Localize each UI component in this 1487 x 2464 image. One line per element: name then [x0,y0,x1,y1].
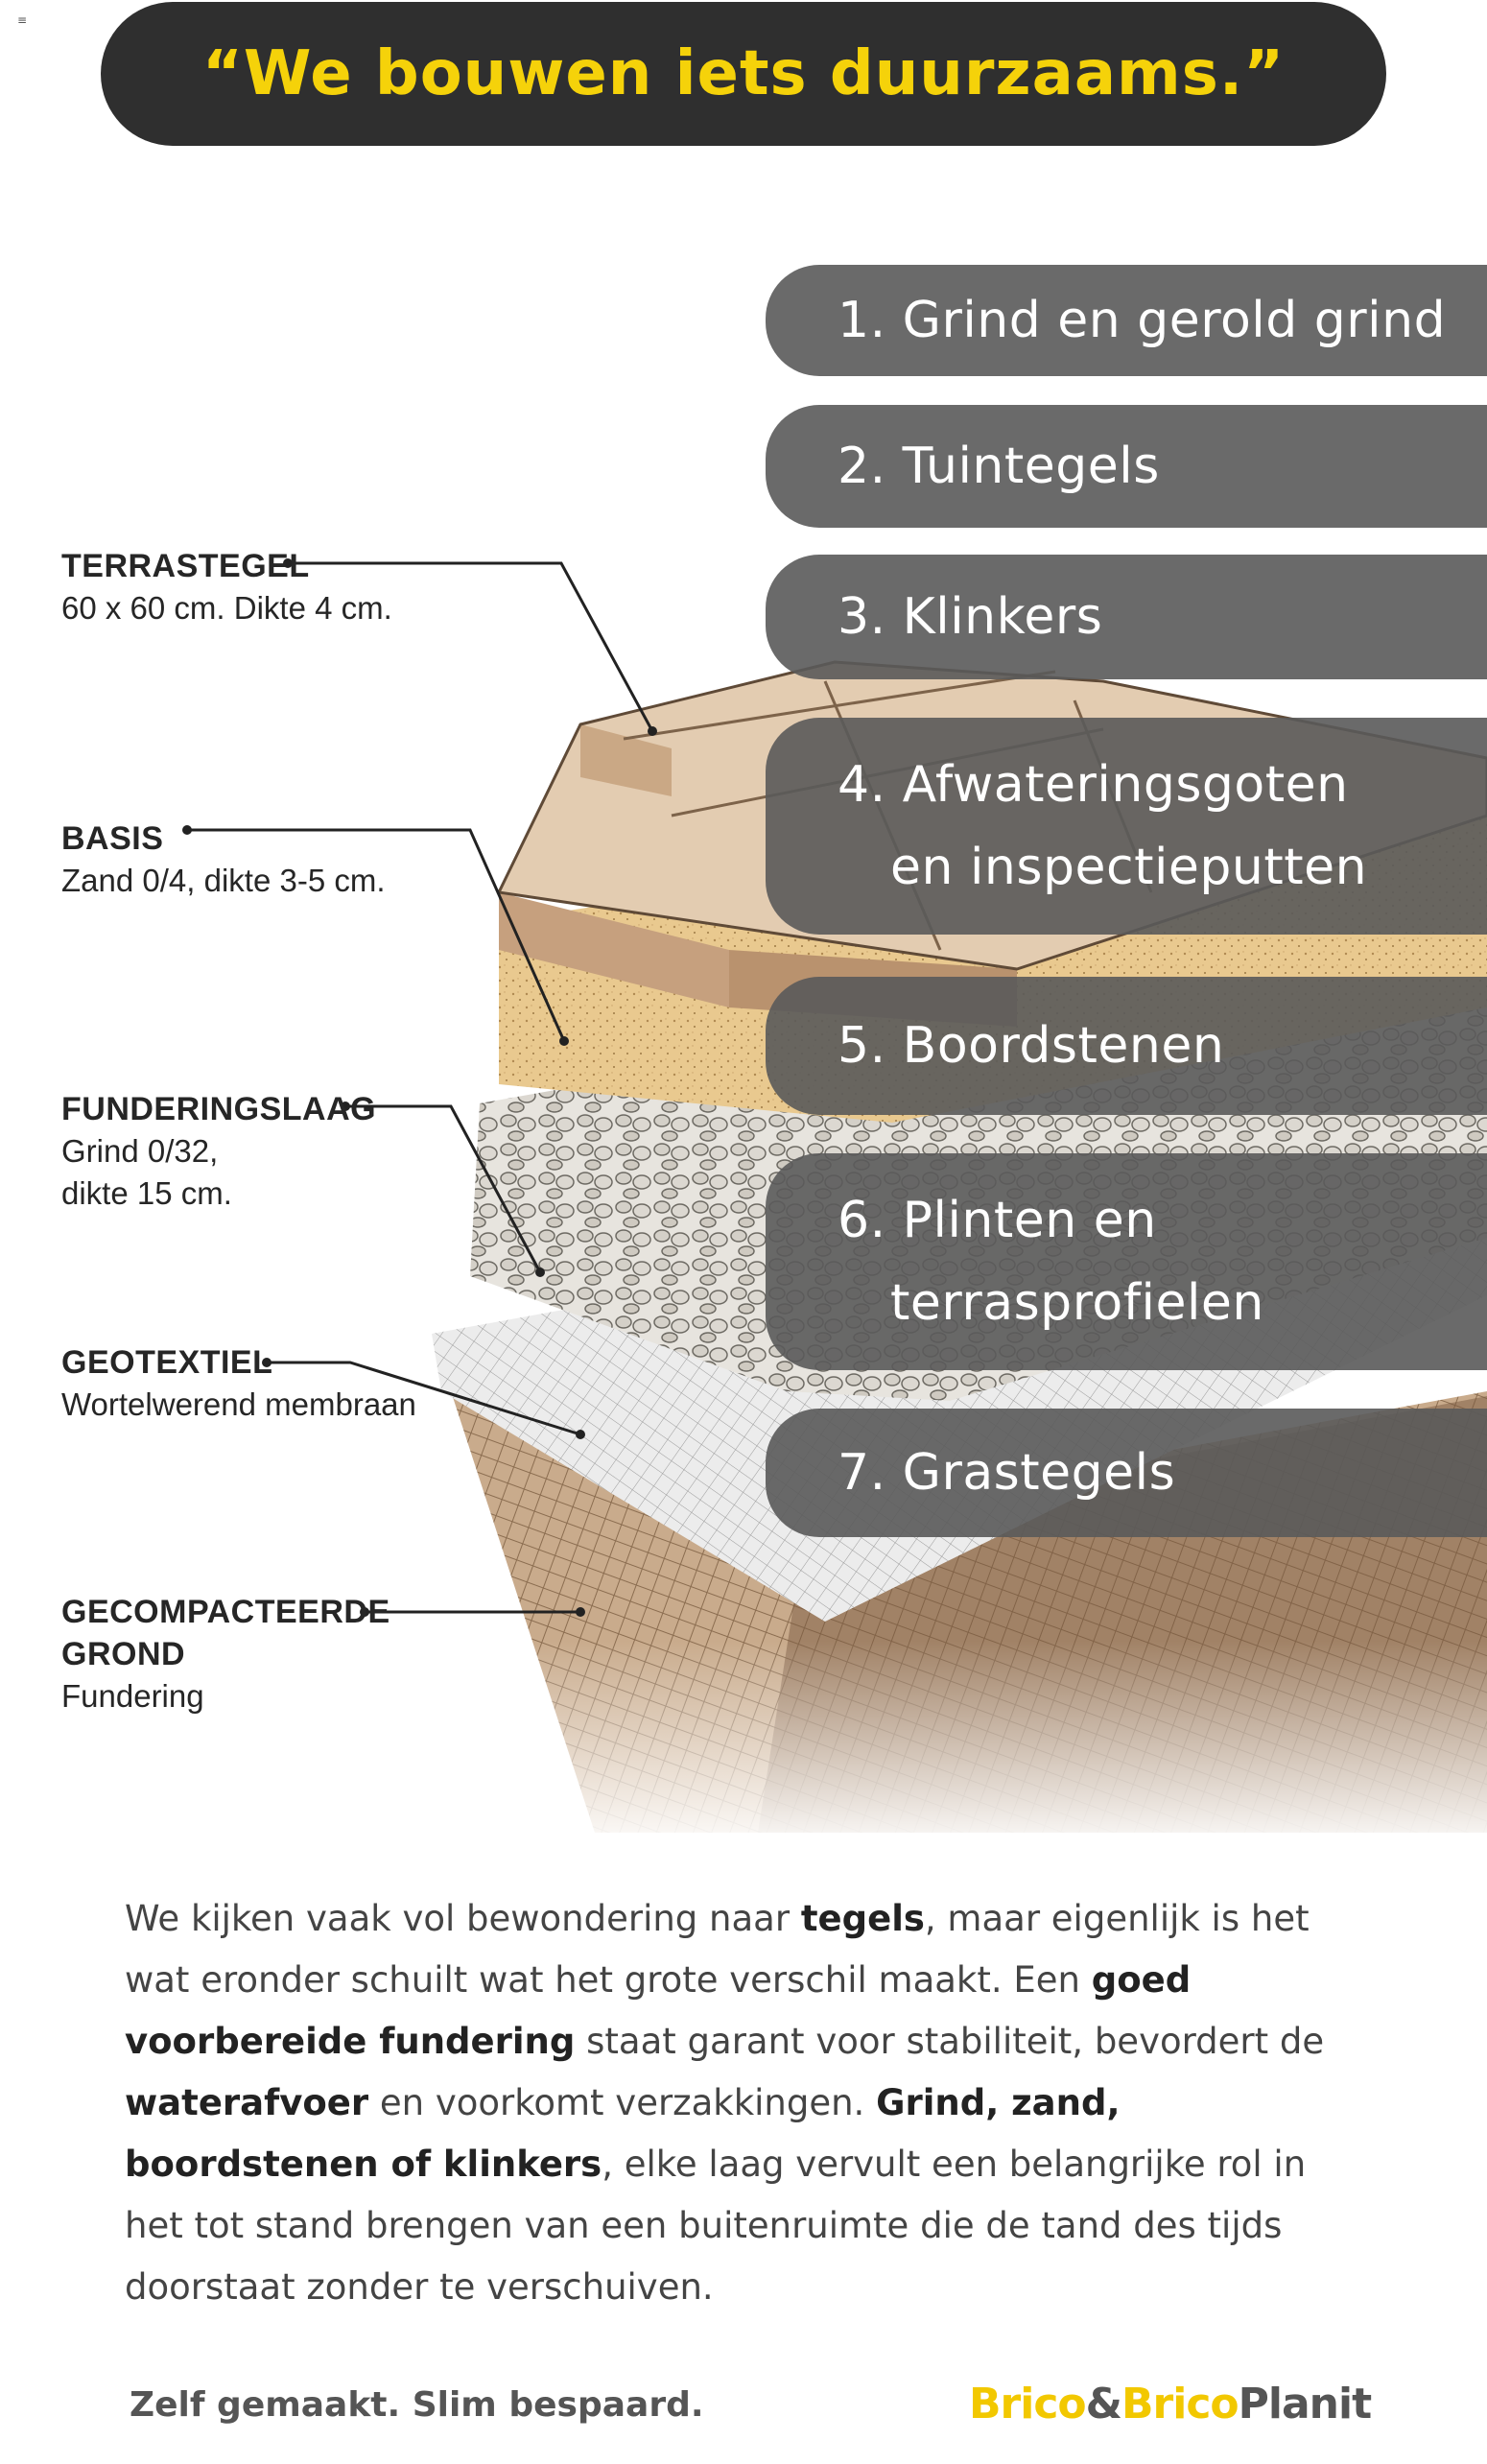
menu-mark: ≡ [17,13,28,27]
category-tab-grind[interactable] [766,265,1487,376]
logo-part-brico: Brico [969,2380,1086,2428]
annotation-desc: 60 x 60 cm. Dikte 4 cm. [61,590,392,626]
body-text-part: , maar eigenlijk is het wat eronder schuilt wat het grote verschil maakt. Een [125,1898,1310,2001]
logo-part-planit: Planit [1238,2380,1372,2428]
body-bold-materials: Grind, zand, boordstenen of klinkers [125,2082,1121,2185]
category-tab-tuintegels[interactable] [766,405,1487,528]
annotation-desc: Fundering [61,1678,204,1714]
annotation-desc: Zand 0/4, dikte 3-5 cm. [61,863,386,898]
annotation-grond [61,1591,390,1718]
annotation-terrastegel [61,545,392,629]
category-tab-grastegels[interactable] [766,1409,1487,1537]
body-text-part: We kijken vaak vol bewondering naar [125,1898,801,1939]
category-label: 3. Klinkers [838,588,1103,646]
annotation-desc: Grind 0/32, [61,1133,219,1169]
category-tab-afwateringsgoten[interactable] [766,718,1487,935]
category-label-line2: terrasprofielen [890,1274,1264,1332]
category-label: 4. Afwateringsgoten [838,756,1349,814]
annotation-geotextiel [61,1341,416,1426]
annotation-title: GEOTEXTIEL [61,1344,273,1381]
annotation-title: TERRASTEGEL [61,548,310,584]
category-label-line2: en inspectieputten [890,839,1368,896]
brand-logo[interactable] [969,2380,1371,2428]
body-bold-tegels: tegels [800,1898,925,1939]
category-label: 5. Boordstenen [838,1017,1225,1075]
body-bold-fundering: goed voorbereide fundering [125,1959,1192,2062]
annotation-title: GECOMPACTEERDE [61,1594,390,1630]
annotation-desc: dikte 15 cm. [61,1175,232,1211]
body-bold-waterafvoer: waterafvoer [125,2082,369,2123]
body-paragraph [125,1888,1372,2318]
annotation-desc: Wortelwerend membraan [61,1386,416,1422]
annotation-title-line2: GROND [61,1636,186,1672]
category-label: 7. Grastegels [838,1444,1176,1502]
annotation-title: FUNDERINGSLAAG [61,1091,377,1127]
headline-banner [101,2,1386,146]
category-label: 1. Grind en gerold grind [838,292,1447,349]
category-tab-klinkers[interactable] [766,555,1487,679]
logo-ampersand: & [1085,2380,1122,2428]
annotation-title: BASIS [61,820,164,857]
category-label: 6. Plinten en [838,1192,1157,1249]
annotation-funderingslaag [61,1088,376,1215]
category-label: 2. Tuintegels [838,438,1160,495]
logo-part-brico-2: Brico [1121,2380,1239,2428]
annotation-basis [61,817,386,902]
body-text-part: en voorkomt verzakkingen. [368,2082,877,2123]
category-tab-plinten[interactable] [766,1153,1487,1370]
category-tab-boordstenen[interactable] [766,977,1487,1115]
body-text-part: , elke laag vervult een belangrijke rol in het tot stand brengen van een buitenruimte die de tand des tijds doorstaat zonder te verschuiven. [125,2144,1307,2308]
headline-text: “We bouwen iets duurzaams.” [201,38,1286,109]
footer-slogan: Zelf gemaakt. Slim bespaard. [130,2385,704,2425]
body-text-part: staat garant voor stabiliteit, bevordert de [575,2021,1325,2062]
